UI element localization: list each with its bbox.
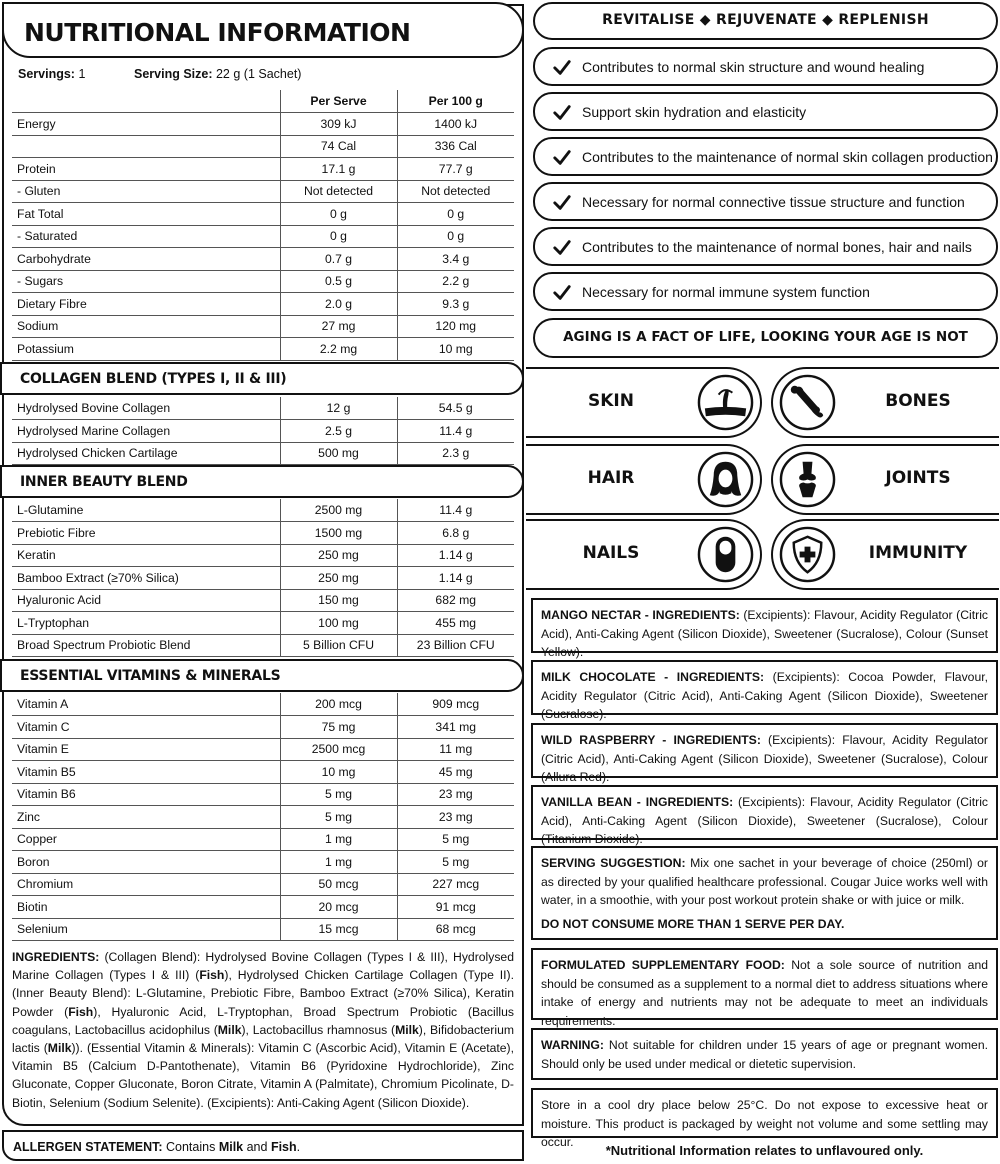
text-run: (Collagen Blend): Hydrolysed Bovine Collagen (Types I & III), Hydrolysed Marine Collagen (Types I & III) ( <box>12 950 514 983</box>
table-row <box>12 225 514 248</box>
nutrient-name: Vitamin B5 <box>12 761 280 784</box>
table-row <box>12 522 514 545</box>
nutrient-name: Vitamin A <box>12 693 280 716</box>
beauty-title: INNER BEAUTY BLEND <box>20 474 188 490</box>
benefit-joints <box>771 444 999 515</box>
nutrient-name: Vitamin C <box>12 716 280 739</box>
collagen-header <box>0 362 524 395</box>
allergen-statement <box>2 1130 524 1161</box>
table-row <box>12 420 514 443</box>
per-serve-value: 0.5 g <box>280 270 397 293</box>
bold-text: Milk <box>47 1041 72 1056</box>
benefit-joints-label: JOINTS <box>885 468 951 488</box>
per-100g-value: Not detected <box>397 180 514 203</box>
text-run: (Excipients): Flavour, Acidity Regulator (Citric Acid), Anti-Caking Agent (Silicon Dioxide), Sweetener (Sucralose), Colour (Sunset Yellow). <box>541 608 988 659</box>
benefit-immunity <box>771 519 999 590</box>
benefit-nails <box>526 519 762 590</box>
text-run: Not a sole source of nutrition and should be consumed as a supplement to a normal diet to address situations where intake of energy and nutrients may not be adequate to meet an individuals requirements. <box>541 958 989 1028</box>
check-icon <box>553 193 571 211</box>
text-run: Not suitable for children under 15 years of age or pregnant women. Should only be used under medical or dietetic supervision. <box>541 1038 988 1071</box>
check-icon <box>553 283 571 301</box>
per-serve-value: 2.5 g <box>280 420 397 443</box>
bold-text: Fish <box>199 968 225 983</box>
per-serve-value: 50 mcg <box>280 873 397 896</box>
per-100g-value: 1.14 g <box>397 544 514 567</box>
text-run: ), Hydrolysed Chicken Cartilage Collagen (Type II). (Inner Beauty Blend): L-Glutamine, Prebiotic Fibre, Bamboo Extract (≥70% Silica), Keratin Powder ( <box>12 968 514 1019</box>
per-serve-value: 5 Billion CFU <box>280 634 397 657</box>
benefit-bones-label: BONES <box>885 391 951 411</box>
per-100g-value: 5 mg <box>397 851 514 874</box>
text-run: and <box>243 1140 271 1154</box>
per-serve-value: 10 mg <box>280 761 397 784</box>
benefit-immunity-label: IMMUNITY <box>868 543 968 563</box>
formulated-box <box>531 948 998 1028</box>
bold-text: WARNING: <box>541 1038 604 1052</box>
table-row <box>12 896 514 919</box>
nutrient-name: Fat Total <box>12 203 280 226</box>
table-row <box>12 270 514 293</box>
beauty-table <box>12 499 514 657</box>
table-row <box>12 248 514 271</box>
per-serve-value: 20 mcg <box>280 896 397 919</box>
table-row <box>12 203 514 226</box>
per-100g-value: 11 mg <box>397 738 514 761</box>
footnote: *Nutritional Information relates to unflavoured only. <box>605 1143 924 1158</box>
per-serve-value: 12 g <box>280 397 397 420</box>
per-100g-value: 3.4 g <box>397 248 514 271</box>
per-serve-value: 0.7 g <box>280 248 397 271</box>
nutrient-name: Hyaluronic Acid <box>12 589 280 612</box>
table-row <box>12 761 514 784</box>
nutrient-name: Hydrolysed Marine Collagen <box>12 420 280 443</box>
table-row <box>12 338 514 361</box>
per-serve-value: 0 g <box>280 203 397 226</box>
per-serve-value: 5 mg <box>280 783 397 806</box>
table-row <box>12 180 514 203</box>
flavour-box <box>531 598 998 659</box>
per-100g-value: 10 mg <box>397 338 514 361</box>
per-serve-value: 309 kJ <box>280 113 397 136</box>
per-serve-value: 2.0 g <box>280 293 397 316</box>
claim-item <box>533 137 998 176</box>
serving-suggestion <box>541 854 988 910</box>
benefit-bones <box>771 367 999 438</box>
page-title: NUTRITIONAL INFORMATION <box>24 18 411 47</box>
text-run: (Excipients): Flavour, Acidity Regulator (Citric Acid), Anti-Caking Agent (Silicon Dioxide), Sweetener (Sucralose), Colour (Titanium Dioxide). <box>541 795 988 846</box>
per-100g-value: 455 mg <box>397 612 514 635</box>
claim-text: Contributes to the maintenance of normal skin collagen production <box>582 149 993 165</box>
check-icon <box>553 238 571 256</box>
nutrient-name: Dietary Fibre <box>12 293 280 316</box>
vitamins-table <box>12 693 514 941</box>
per-100g-value: 77.7 g <box>397 158 514 181</box>
per-serve-value: 150 mg <box>280 589 397 612</box>
per-serve-value: 250 mg <box>280 544 397 567</box>
per-100g-value: 341 mg <box>397 716 514 739</box>
table-row <box>12 634 514 657</box>
text-run: (Excipients): Cocoa Powder, Flavour, Acidity Regulator (Citric Acid), Anti-Caking Agent (Silicon Dioxide), Sweetener (Sucralose). <box>541 670 988 721</box>
servings-value: 1 <box>78 67 86 81</box>
aging-banner: AGING IS A FACT OF LIFE, LOOKING YOUR AGE IS NOT <box>533 318 998 358</box>
per-serve-value: 1 mg <box>280 851 397 874</box>
servings-label: Servings: <box>18 67 75 81</box>
nutrient-name: Potassium <box>12 338 280 361</box>
bold-text: WILD RASPBERRY - INGREDIENTS: <box>541 733 761 747</box>
per-100g-value: 9.3 g <box>397 293 514 316</box>
nutrient-name: Biotin <box>12 896 280 919</box>
serving-warning: DO NOT CONSUME MORE THAN 1 SERVE PER DAY. <box>541 916 845 931</box>
skin-icon <box>696 373 755 432</box>
per-100g-value: 2.3 g <box>397 442 514 465</box>
title-banner <box>2 2 524 58</box>
formulated-text <box>541 956 988 1030</box>
table-row <box>12 589 514 612</box>
table-header <box>12 90 514 113</box>
table-row <box>12 738 514 761</box>
flavour-box <box>531 723 998 784</box>
per-100g-value: 1.14 g <box>397 567 514 590</box>
nutrient-name: L-Glutamine <box>12 499 280 522</box>
table-row <box>12 544 514 567</box>
vitamins-title: ESSENTIAL VITAMINS & MINERALS <box>20 668 281 684</box>
table-row <box>12 567 514 590</box>
per-100g-value: 68 mcg <box>397 918 514 941</box>
bold-text: SERVING SUGGESTION: <box>541 856 686 870</box>
bold-text: Fish <box>68 1004 94 1019</box>
nutrient-name: - Gluten <box>12 180 280 203</box>
per-100g-value: 682 mg <box>397 589 514 612</box>
claim-item <box>533 182 998 221</box>
hair-icon <box>696 450 755 509</box>
warning-text <box>541 1036 988 1073</box>
per-100g-value: 23 Billion CFU <box>397 634 514 657</box>
per-100g-value: 6.8 g <box>397 522 514 545</box>
claim-text: Necessary for normal connective tissue structure and function <box>582 194 965 210</box>
per-100g-value: 91 mcg <box>397 896 514 919</box>
per-serve-value: 200 mcg <box>280 693 397 716</box>
claim-item <box>533 272 998 311</box>
table-row <box>12 716 514 739</box>
per-100g-value: 2.2 g <box>397 270 514 293</box>
nutrient-name: Chromium <box>12 873 280 896</box>
per-100g-value: 45 mg <box>397 761 514 784</box>
per-100g-value: 0 g <box>397 225 514 248</box>
per-serve-value: 100 mg <box>280 612 397 635</box>
storage-text: Store in a cool dry place below 25°C. Do not expose to excessive heat or moisture. This product is packaged by weight not volume and some settling may occur. <box>541 1098 988 1149</box>
per-100g-value: 227 mcg <box>397 873 514 896</box>
per-serve-value: 27 mg <box>280 315 397 338</box>
per-100g-value: 5 mg <box>397 828 514 851</box>
nutrient-name: Boron <box>12 851 280 874</box>
storage-box <box>531 1088 998 1149</box>
benefit-nails-label: NAILS <box>582 543 640 563</box>
per-serve-value: 2500 mcg <box>280 738 397 761</box>
table-row <box>12 873 514 896</box>
text-run: ), Hyaluronic Acid, L-Tryptophan, Broad Spectrum Probiotic (Bacillus coagulans, Lactobacillus acidophilus ( <box>12 1004 514 1037</box>
nutrient-name: Protein <box>12 158 280 181</box>
table-row <box>12 293 514 316</box>
check-icon <box>553 103 571 121</box>
per-serve-value: 2.2 mg <box>280 338 397 361</box>
per-100g-value: 54.5 g <box>397 397 514 420</box>
servings <box>18 67 85 81</box>
nail-icon <box>696 525 755 584</box>
table-row <box>12 442 514 465</box>
nutrient-name: - Saturated <box>12 225 280 248</box>
nutrient-name: Vitamin B6 <box>12 783 280 806</box>
bold-text: Milk <box>217 1022 242 1037</box>
per-serve-value: 74 Cal <box>280 135 397 158</box>
nutrient-name: Zinc <box>12 806 280 829</box>
nutrient-name: Hydrolysed Bovine Collagen <box>12 397 280 420</box>
bold-text: MILK CHOCOLATE - INGREDIENTS: <box>541 670 765 684</box>
check-icon <box>553 58 571 76</box>
nutrient-name: Energy <box>12 113 280 136</box>
text-run: ), Bifidobacterium lactis ( <box>12 1022 514 1056</box>
per-serve-value: 5 mg <box>280 806 397 829</box>
table-row <box>12 315 514 338</box>
table-row <box>12 851 514 874</box>
bold-text: INGREDIENTS: <box>12 950 100 964</box>
shield-icon <box>778 525 837 584</box>
tagline: REVITALISE ◆ REJUVENATE ◆ REPLENISH <box>533 2 998 40</box>
table-row <box>12 612 514 635</box>
text-run: )). (Essential Vitamin & Minerals): Vitamin C (Ascorbic Acid), Vitamin E (Acetate), Vitamin B5 (Calcium D-Pantothenate), Vitamin B6 (Pyridoxine Hydrochloride), Zinc Gluconate, Copper Gluconate, Boron Citrate, Vitamin A (Palmitate), Chromium Picolinate, D-Biotin, Selenium (Sodium Selenite). (Excipients): Anti-Caking Agent (Silicon Dioxide). <box>12 1041 514 1110</box>
bold-text: FORMULATED SUPPLEMENTARY FOOD: <box>541 958 785 972</box>
collagen-title: COLLAGEN BLEND (TYPES I, II & III) <box>20 371 287 387</box>
text-run: (Excipients): Flavour, Acidity Regulator (Citric Acid), Anti-Caking Agent (Silicon Dioxide), Sweetener (Sucralose), Colour (Allura Red). <box>541 733 988 784</box>
nutrient-name: Selenium <box>12 918 280 941</box>
claim-item <box>533 227 998 266</box>
text-run: Contains <box>162 1140 219 1154</box>
col-header <box>12 90 280 113</box>
per-100g-value: 23 mg <box>397 806 514 829</box>
serving-size <box>134 67 301 81</box>
bold-text: ALLERGEN STATEMENT: <box>13 1140 163 1154</box>
joint-icon <box>778 450 837 509</box>
warning-box <box>531 1028 998 1080</box>
col-header: Per Serve <box>280 90 397 113</box>
per-serve-value: 1500 mg <box>280 522 397 545</box>
flavour-box <box>531 785 998 846</box>
nutrient-name: Copper <box>12 828 280 851</box>
claim-text: Contributes to the maintenance of normal bones, hair and nails <box>582 239 972 255</box>
nutrient-name: Vitamin E <box>12 738 280 761</box>
per-serve-value: 75 mg <box>280 716 397 739</box>
nutrition-table <box>12 90 514 361</box>
table-row <box>12 135 514 158</box>
table-row <box>12 806 514 829</box>
table-row <box>12 918 514 941</box>
table-row <box>12 397 514 420</box>
benefit-skin <box>526 367 762 438</box>
per-serve-value: 0 g <box>280 225 397 248</box>
table-row <box>12 113 514 136</box>
per-serve-value: 500 mg <box>280 442 397 465</box>
bold-text: MANGO NECTAR - INGREDIENTS: <box>541 608 740 622</box>
serving-size-value: 22 g (1 Sachet) <box>215 67 302 81</box>
bold-text: Milk <box>395 1022 419 1037</box>
table-row <box>12 828 514 851</box>
per-100g-value: 909 mcg <box>397 693 514 716</box>
nutrient-name: Bamboo Extract (≥70% Silica) <box>12 567 280 590</box>
nutrient-name: Hydrolysed Chicken Cartilage <box>12 442 280 465</box>
per-serve-value: 17.1 g <box>280 158 397 181</box>
col-header: Per 100 g <box>397 90 514 113</box>
beauty-header <box>0 465 524 498</box>
vitamins-header <box>0 659 524 692</box>
per-100g-value: 1400 kJ <box>397 113 514 136</box>
nutrient-name <box>12 135 280 158</box>
serving-size-label: Serving Size: <box>134 67 213 81</box>
benefit-hair <box>526 444 762 515</box>
collagen-table <box>12 397 514 465</box>
nutrient-name: - Sugars <box>12 270 280 293</box>
text-run: ), Lactobacillus rhamnosus ( <box>241 1022 396 1037</box>
table-row <box>12 693 514 716</box>
per-100g-value: 0 g <box>397 203 514 226</box>
per-100g-value: 120 mg <box>397 315 514 338</box>
nutrient-name: Carbohydrate <box>12 248 280 271</box>
table-row <box>12 499 514 522</box>
per-serve-value: 2500 mg <box>280 499 397 522</box>
bold-text: VANILLA BEAN - INGREDIENTS: <box>541 795 734 809</box>
nutrient-name: Sodium <box>12 315 280 338</box>
claim-text: Contributes to normal skin structure and wound healing <box>582 59 925 75</box>
per-100g-value: 11.4 g <box>397 499 514 522</box>
check-icon <box>553 148 571 166</box>
text-run: . <box>296 1140 301 1154</box>
bold-text: Fish <box>270 1140 297 1154</box>
nutrient-name: Keratin <box>12 544 280 567</box>
text-run: Mix one sachet in your beverage of choice (250ml) or as directed by your qualified healthcare professional. Cougar Juice works well with water, in a smoothie, with your post workout protein shake or with juice or milk. <box>541 856 988 907</box>
per-100g-value: 11.4 g <box>397 420 514 443</box>
claim-item <box>533 92 998 131</box>
bone-icon <box>778 373 837 432</box>
per-serve-value: Not detected <box>280 180 397 203</box>
nutrient-name: Prebiotic Fibre <box>12 522 280 545</box>
serving-suggestion-box <box>531 846 998 940</box>
table-row <box>12 783 514 806</box>
per-serve-value: 250 mg <box>280 567 397 590</box>
claim-text: Necessary for normal immune system function <box>582 284 870 300</box>
nutrient-name: L-Tryptophan <box>12 612 280 635</box>
flavour-box <box>531 660 998 721</box>
benefit-hair-label: HAIR <box>587 468 635 488</box>
ingredients-text <box>12 948 514 1112</box>
nutrient-name: Broad Spectrum Probiotic Blend <box>12 634 280 657</box>
per-serve-value: 1 mg <box>280 828 397 851</box>
benefit-skin-label: SKIN <box>588 391 634 411</box>
table-row <box>12 158 514 181</box>
bold-text: Milk <box>218 1140 244 1154</box>
claim-item <box>533 47 998 86</box>
claim-text: Support skin hydration and elasticity <box>582 104 807 120</box>
per-100g-value: 336 Cal <box>397 135 514 158</box>
per-serve-value: 15 mcg <box>280 918 397 941</box>
per-100g-value: 23 mg <box>397 783 514 806</box>
